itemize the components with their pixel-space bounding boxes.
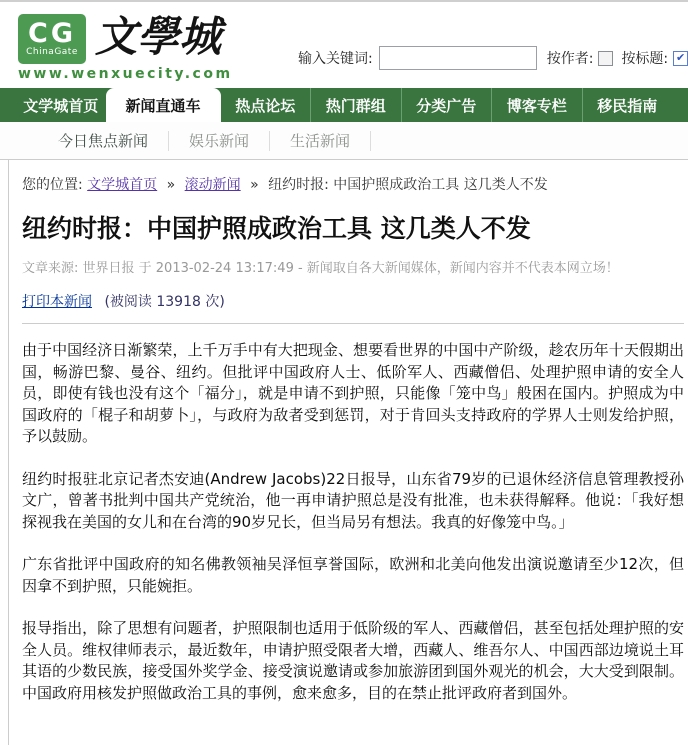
site-header xyxy=(0,2,688,88)
search-input[interactable] xyxy=(379,46,537,70)
article-paragraph: 纽约时报驻北京记者杰安迪(Andrew Jacobs)22日报导，山东省79岁的已退休经济信息管理教授孙文广，曾著书批判中国共产党统治，他一再申请护照总是没有批准，也未获得解释。他说：「我好想探视我在美国的女儿和在台湾的90岁兄长，但当局另有想法。我真的好像笼中鸟。」 xyxy=(22,469,684,531)
article-paragraph: 由于中国经济日渐繁荣，上千万手中有大把现金、想要看世界的中国中产阶级，趁农历年十天假期出国，畅游巴黎、曼谷、纽约。但批评中国政府人士、低阶军人、西藏僧侣、处理护照申请的安全人员，即使有钱也没有这个「福分」，就是申请不到护照，只能像「笼中鸟」般困在国内。护照成为中国政府的「棍子和胡萝卜」，与政府为敌者受到惩罚，对于肯回头支持政府的学界人士则发给护照，予以鼓励。 xyxy=(22,341,684,445)
by-title-checkbox[interactable]: ✔ xyxy=(673,51,688,66)
by-title-label: 按标题: xyxy=(621,51,669,67)
logo-chinagate-label: ChinaGate xyxy=(26,47,78,57)
chinagate-logo-icon xyxy=(18,14,86,64)
search-keyword-label: 输入关键词: xyxy=(298,51,373,67)
content-divider xyxy=(22,323,684,324)
nav-item-classifieds[interactable]: 分类广告 xyxy=(401,88,492,122)
nav-item-home[interactable]: 文学城首页 xyxy=(23,96,99,115)
subnav-item-entertainment[interactable]: 娱乐新闻 xyxy=(169,131,270,151)
sub-nav xyxy=(0,122,688,160)
breadcrumb-current: 纽约时报: 中国护照成政治工具 这几类人不发 xyxy=(268,177,548,193)
logo-cg-letters: CG xyxy=(28,18,76,49)
article-body xyxy=(22,340,684,704)
nav-item-immigration[interactable]: 移民指南 xyxy=(582,88,673,122)
main-nav xyxy=(0,88,688,122)
breadcrumb xyxy=(22,174,684,194)
site-logo[interactable] xyxy=(18,14,86,64)
read-count: (被阅读 13918 次) xyxy=(104,294,225,310)
print-article-link[interactable]: 打印本新闻 xyxy=(22,294,92,310)
breadcrumb-separator-icon: » xyxy=(250,177,259,193)
by-author-checkbox[interactable] xyxy=(598,51,613,66)
site-domain: www.wenxuecity.com xyxy=(18,66,233,82)
breadcrumb-separator-icon: » xyxy=(166,177,176,193)
nav-item-groups[interactable]: 热门群组 xyxy=(310,88,401,122)
article-source-line: 文章来源: 世界日报 于 2013-02-24 13:17:49 - 新闻取自各大新闻媒体，新闻内容并不代表本网立场！ xyxy=(22,261,619,276)
breadcrumb-link-home[interactable]: 文学城首页 xyxy=(87,177,158,193)
by-author-label: 按作者: xyxy=(546,51,594,67)
article-title: 纽约时报：中国护照成政治工具 这几类人不发 xyxy=(22,214,531,243)
article-page xyxy=(8,160,688,745)
subnav-item-today-focus[interactable]: 今日焦点新闻 xyxy=(38,131,169,151)
article-paragraph: 广东省批评中国政府的知名佛教领袖吴泽恒享誉国际，欧洲和北美向他发出演说邀请至少12次，但因拿不到护照，只能婉拒。 xyxy=(22,555,684,595)
nav-item-blogs[interactable]: 博客专栏 xyxy=(491,88,582,122)
article-paragraph: 报导指出，除了思想有问题者，护照限制也适用于低阶级的军人、西藏僧侣，甚至包括处理护照的安全人员。维权律师表示，最近数年，申请护照受限者大增，西藏人、维吾尔人、中国西部边境说土耳其语的少数民族，接受国外奖学金、接受演说邀请或参加旅游团到国外观光的机会，大大受到限制。中国政府用核发护照做政治工具的事例，愈来愈多，目的在禁止批评政府者到国外。 xyxy=(22,619,684,702)
nav-item-news-active-tab[interactable]: 新闻直通车 xyxy=(106,88,221,122)
breadcrumb-link-section[interactable]: 滚动新闻 xyxy=(184,177,241,193)
breadcrumb-label: 您的位置: xyxy=(22,177,83,193)
subnav-item-life[interactable]: 生活新闻 xyxy=(270,131,371,151)
site-name: 文學城 xyxy=(95,12,222,61)
search-bar xyxy=(298,46,688,70)
nav-item-forums[interactable]: 热点论坛 xyxy=(235,96,296,115)
print-row xyxy=(22,291,684,311)
